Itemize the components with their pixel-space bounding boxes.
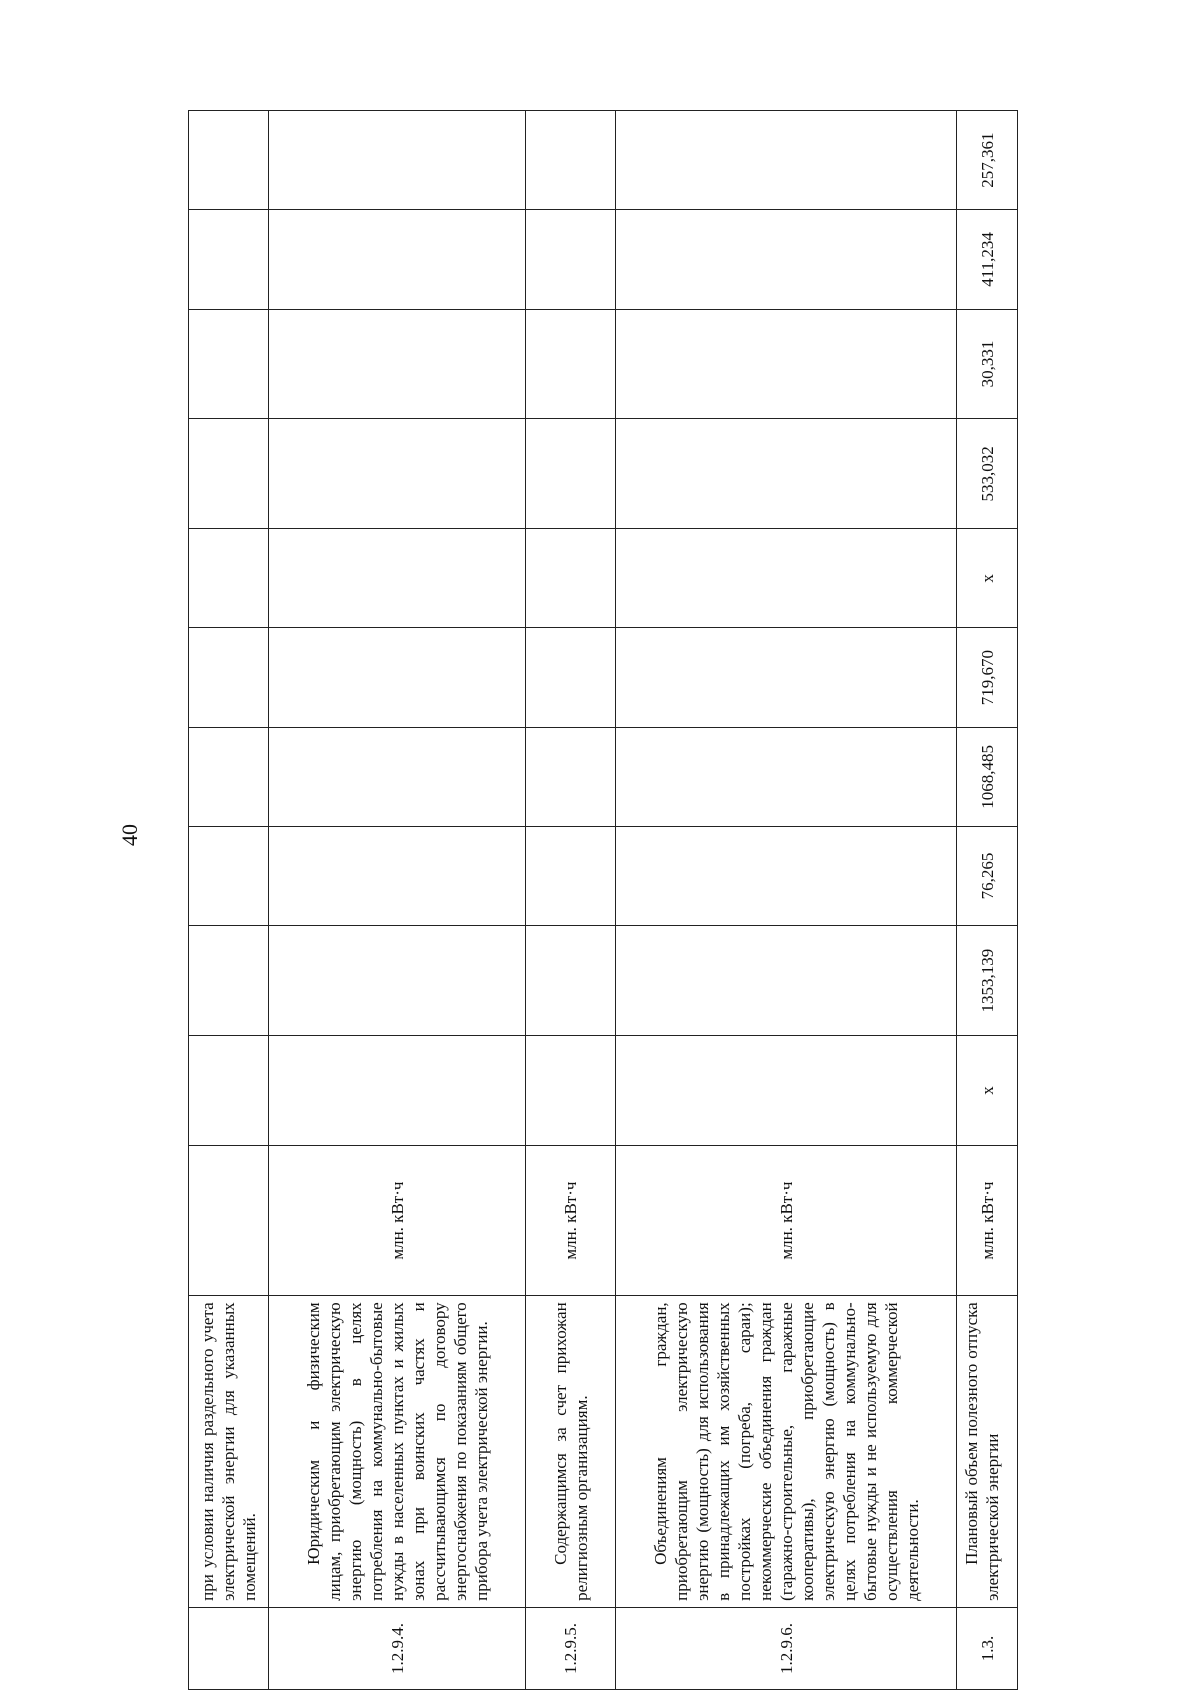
row-number: 1.2.9.6.: [616, 1607, 957, 1689]
value-cell: [189, 111, 269, 210]
value-cell: [616, 628, 957, 727]
row-unit: млн. кВт·ч: [526, 1145, 616, 1295]
value-cell: [189, 926, 269, 1036]
value-cell: [269, 111, 526, 210]
row-description: при условии наличия раздельного учета электрической энергии для указанных помещений.: [189, 1296, 269, 1608]
value-cell: [616, 529, 957, 628]
value-cell: 411,234: [957, 210, 1018, 309]
row-description-text: Содержащимся за счет прихожан религиозным организациям.: [550, 1302, 591, 1601]
value-cell: 533,032: [957, 419, 1018, 529]
rotated-table-container: [188, 110, 1018, 1690]
row-unit: млн. кВт·ч: [269, 1145, 526, 1295]
table-row: [526, 111, 616, 1690]
value-cell: [189, 210, 269, 309]
value-cell: [189, 419, 269, 529]
row-number: 1.2.9.5.: [526, 1607, 616, 1689]
value-cell: [616, 111, 957, 210]
row-unit: [189, 1145, 269, 1295]
value-cell: [616, 727, 957, 826]
value-cell: [269, 309, 526, 419]
row-description: [957, 1296, 1018, 1608]
value-cell: [526, 926, 616, 1036]
value-cell: [269, 727, 526, 826]
value-cell: 719,670: [957, 628, 1018, 727]
value-cell: [189, 309, 269, 419]
table-row: [189, 111, 269, 1690]
value-cell: 1068,485: [957, 727, 1018, 826]
row-description: [269, 1296, 526, 1608]
value-cell: [526, 309, 616, 419]
value-cell: [526, 111, 616, 210]
table-row: [957, 111, 1018, 1690]
row-number: [189, 1607, 269, 1689]
value-cell: [189, 727, 269, 826]
row-number: 1.2.9.4.: [269, 1607, 526, 1689]
value-cell: 76,265: [957, 826, 1018, 925]
row-unit: млн. кВт·ч: [616, 1145, 957, 1295]
table-row: [616, 111, 957, 1690]
row-unit: млн. кВт·ч: [957, 1145, 1018, 1295]
value-cell: [269, 1036, 526, 1146]
value-cell: [269, 210, 526, 309]
table-row: [269, 111, 526, 1690]
value-cell: [526, 419, 616, 529]
value-cell: [526, 1036, 616, 1146]
value-cell: х: [957, 529, 1018, 628]
value-cell: 257,361: [957, 111, 1018, 210]
value-cell: [526, 628, 616, 727]
value-cell: 1353,139: [957, 926, 1018, 1036]
row-description-text: Юридическим и физическим лицам, приобретающим электрическую энергию (мощность) в целях потребления на коммунально-бытовые нужды в населенных пунктах и жилых зонах при воинских частях и рассчитывающимся по договору энергоснабжения по показаниям общего прибора учета электрической энергии.: [303, 1302, 491, 1601]
value-cell: [189, 1036, 269, 1146]
value-cell: [526, 826, 616, 925]
row-description: [526, 1296, 616, 1608]
row-description-text: Плановый объем полезного отпуска электрической энергии: [962, 1302, 1002, 1601]
value-cell: [616, 1036, 957, 1146]
row-description-text: Объединениям граждан, приобретающим электрическую энергию (мощность) для использования в принадлежащих им хозяйственных постройках (погреба, сараи); некоммерческие объединения граждан (гаражно-строительные, гаражные кооперативы), приобретающие электрическую энергию (мощность) в целях потребления на коммунально-бытовые нужды и не используемую для осуществления коммерческой деятельности.: [650, 1302, 922, 1601]
value-cell: 30,331: [957, 309, 1018, 419]
data-table: [188, 110, 1018, 1690]
value-cell: [526, 727, 616, 826]
value-cell: [269, 628, 526, 727]
value-cell: [269, 826, 526, 925]
value-cell: [269, 529, 526, 628]
page-number: 40: [117, 824, 142, 846]
value-cell: [526, 529, 616, 628]
value-cell: [189, 628, 269, 727]
value-cell: [616, 926, 957, 1036]
value-cell: [269, 419, 526, 529]
table-body: [189, 111, 1018, 1690]
row-number: 1.3.: [957, 1607, 1018, 1689]
value-cell: [616, 210, 957, 309]
value-cell: [189, 529, 269, 628]
value-cell: х: [957, 1036, 1018, 1146]
value-cell: [616, 826, 957, 925]
row-description: [616, 1296, 957, 1608]
value-cell: [269, 926, 526, 1036]
value-cell: [189, 826, 269, 925]
value-cell: [616, 419, 957, 529]
value-cell: [526, 210, 616, 309]
value-cell: [616, 309, 957, 419]
